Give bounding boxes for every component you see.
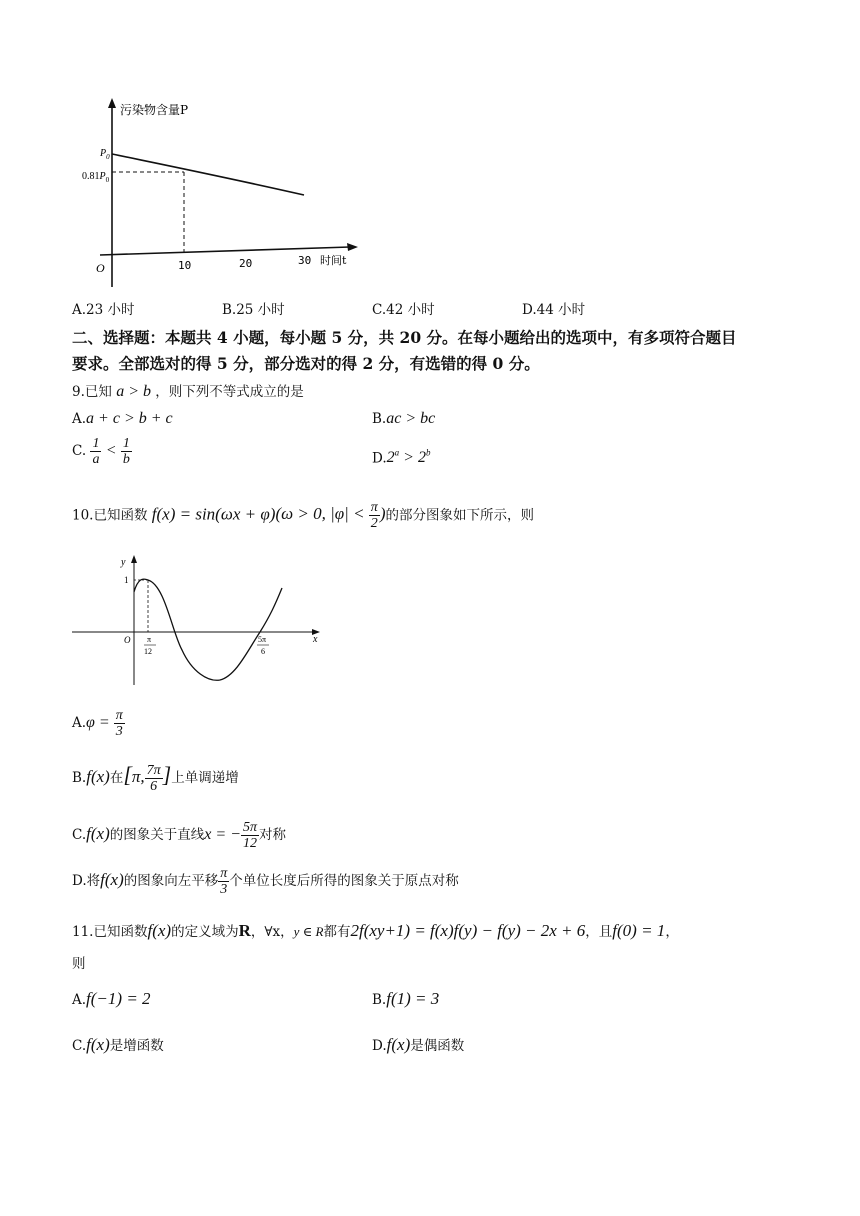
x-axis-arrow xyxy=(347,243,358,251)
q11-stem-mid5: ，且 xyxy=(585,924,613,940)
x-tick-10: 10 xyxy=(178,259,192,272)
q9-option-c-frac-a: $\frac{1}{a}$ xyxy=(92,436,100,467)
y-axis-arrow xyxy=(108,98,116,108)
graph-y-tick: 1 xyxy=(124,575,129,585)
q9-option-b-label: B. xyxy=(372,411,387,427)
q10-option-b-mid: 在 xyxy=(109,770,124,786)
q11-condition: f(0) = 1 xyxy=(612,921,666,940)
origin-label: O xyxy=(96,261,105,275)
q9-stem-math: a > b xyxy=(116,383,151,400)
q9-option-b-math: ac > bc xyxy=(386,410,436,427)
q11-option-c-label: C. xyxy=(72,1038,87,1054)
q10-option-d: D.将f(x)的图象向左平移 $\frac{\pi}{3}$ 个单位长度后所得的图象关于原点对称 xyxy=(72,866,459,897)
q11-stem-mid4: 都有 xyxy=(323,924,351,940)
q9-option-d xyxy=(372,444,430,467)
q10-function-expr: f(x) = sin(ωx + φ) xyxy=(151,504,276,524)
q11-option-a xyxy=(72,990,151,1009)
section2-heading-line2: 要求。全部选对的得 5 分，部分选对的得 2 分，有选错的得 0 分。 xyxy=(72,354,540,373)
q11-option-d-post: 是偶函数 xyxy=(410,1038,465,1054)
q9-option-a-label: A. xyxy=(72,411,87,427)
graph-tick2-den: 6 xyxy=(261,647,265,656)
x-tick-20: 20 xyxy=(239,257,253,270)
q9-option-c-label: C. xyxy=(72,443,87,459)
q11-option-d-label: D. xyxy=(372,1038,387,1054)
pollution-chart xyxy=(80,92,370,292)
x-axis xyxy=(100,247,350,255)
q11-option-c xyxy=(72,1036,164,1055)
q11-stem-mid1: 的定义域为 xyxy=(171,924,239,940)
sine-graph xyxy=(70,550,340,690)
q8-option-d: D.44 小时 xyxy=(522,302,586,318)
q11-stem-mid3: y ∈ R xyxy=(293,924,324,939)
q11-option-d xyxy=(372,1036,464,1055)
q10-option-c-post: 对称 xyxy=(258,827,286,843)
decay-curve xyxy=(112,154,304,195)
q11-stem-line2: 则 xyxy=(72,956,86,972)
q9-option-d-label: D. xyxy=(372,450,387,467)
q11-option-c-fx: f(x) xyxy=(86,1035,110,1054)
q11-option-a-label: A. xyxy=(72,992,87,1008)
q10-option-b: B.f(x)在[π, $\frac{7\pi}{6}$ ]上单调递增 xyxy=(72,762,239,794)
q11-option-b-math: f(1) = 3 xyxy=(386,989,440,1008)
graph-tick1-num: π xyxy=(147,635,152,644)
q11-stem-line1 xyxy=(72,922,679,941)
q9-option-c: C. $\frac{1}{a}$ < $\frac{1}{b}$ xyxy=(72,436,130,467)
section2-heading-line1: 二、选择题：本题共 4 小题，每小题 5 分，共 20 分。在每小题给出的选项中，有多项符合题目 xyxy=(72,328,737,347)
q9-option-a-math: a + c > b + c xyxy=(86,410,173,427)
x-tick-30: 30 xyxy=(298,254,312,267)
q11-fx: f(x) xyxy=(147,921,172,940)
q11-real-set: R xyxy=(238,921,251,940)
q8-option-c: C.42 小时 xyxy=(372,302,435,318)
q9-stem-pre: 9.已知 xyxy=(72,384,112,400)
q9-option-c-frac-b: $\frac{1}{b}$ xyxy=(122,436,130,467)
q10-option-d-post: 个单位长度后所得的图象关于原点对称 xyxy=(229,873,459,889)
q10-option-d-label: D.将 xyxy=(72,873,101,889)
q11-stem-mid2: ，∀x， xyxy=(250,924,294,940)
q10-option-c: C.f(x)的图象关于直线x = − $\frac{5\pi}{12}$ 对称 xyxy=(72,820,286,851)
q11-stem-end: ， xyxy=(665,924,679,940)
p0-label: $P_0$ xyxy=(100,148,110,161)
q9-option-d-math: $2^a > 2^b$ xyxy=(386,448,431,467)
q10-option-b-post: 上单调递增 xyxy=(171,770,239,786)
q11-stem-pre: 11.已知函数 xyxy=(72,924,148,940)
q11-option-b-label: B. xyxy=(372,992,387,1008)
q9-stem xyxy=(72,383,304,401)
q10-option-b-label: B. xyxy=(72,770,87,786)
q9-option-a xyxy=(72,410,173,428)
q11-equation: 2f(xy+1) = f(x)f(y) − f(y) − 2x + 6 xyxy=(350,921,586,940)
graph-tick1-den: 12 xyxy=(144,647,152,656)
x-axis-label: 时间t xyxy=(320,254,347,267)
sine-curve xyxy=(134,579,282,680)
q10-stem xyxy=(72,500,534,531)
p081-label: $0.81P_0$ xyxy=(82,171,110,184)
q11-option-a-math: f(−1) = 2 xyxy=(86,989,151,1008)
q11-option-c-post: 是增函数 xyxy=(109,1038,164,1054)
q11-option-d-fx: f(x) xyxy=(386,1035,411,1054)
q10-option-d-mid: 的图象向左平移 xyxy=(123,873,219,889)
q10-option-c-label: C. xyxy=(72,827,87,843)
q9-stem-post: ，则下列不等式成立的是 xyxy=(155,384,304,400)
graph-origin: O xyxy=(124,635,131,645)
q10-stem-post: 的部分图象如下所示，则 xyxy=(385,507,534,524)
graph-y-arrow xyxy=(131,555,137,563)
q10-option-a-label: A. xyxy=(72,715,87,731)
q9-option-b xyxy=(372,410,435,428)
graph-x-label: x xyxy=(313,634,318,645)
q8-option-b: B.25 小时 xyxy=(222,302,285,318)
y-axis-label: 污染物含量P xyxy=(120,103,189,117)
q11-option-b xyxy=(372,990,439,1009)
q10-condition: (ω > 0, |φ| < $\frac{\pi}{2}$ ) xyxy=(275,500,386,531)
q10-option-c-mid: 的图象关于直线 xyxy=(109,827,205,843)
q10-stem-pre: 10.已知函数 xyxy=(72,507,148,524)
q10-option-a: A.φ = $\frac{\pi}{3}$ xyxy=(72,708,123,739)
graph-y-label: y xyxy=(121,557,126,568)
q8-option-a: A.23 小时 xyxy=(72,302,135,318)
graph-tick2-num: 5π xyxy=(258,635,267,644)
